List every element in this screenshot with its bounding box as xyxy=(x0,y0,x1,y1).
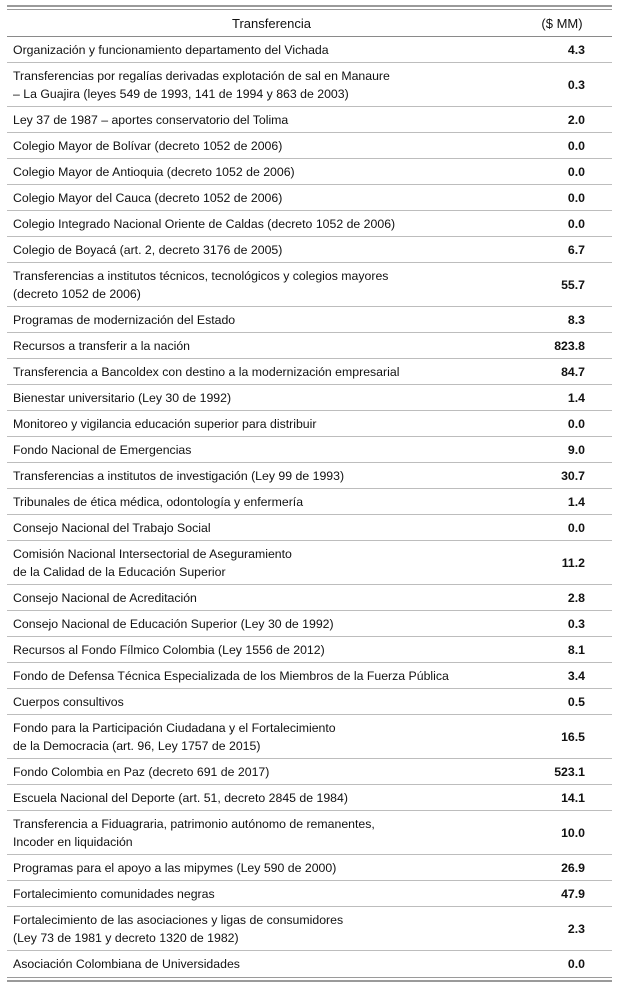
row-name: Transferencia a Fiduagraria, patrimonio autónomo de remanentes, Incoder en liquidación xyxy=(13,816,375,849)
row-value: 823.8 xyxy=(554,338,585,353)
row-name: Fondo Nacional de Emergencias xyxy=(13,442,192,457)
row-name: Consejo Nacional de Educación Superior (Ley 30 de 1992) xyxy=(13,616,334,631)
row-name: Programas de modernización del Estado xyxy=(13,312,236,327)
table-row xyxy=(7,881,612,907)
row-name: Ley 37 de 1987 – aportes conservatorio del Tolima xyxy=(13,112,289,127)
row-name: Colegio de Boyacá (art. 2, decreto 3176 de 2005) xyxy=(13,242,283,257)
table-row xyxy=(7,307,612,333)
row-name: Comisión Nacional Intersectorial de Aseguramiento de la Calidad de la Educación Superior xyxy=(13,546,292,579)
row-name: Colegio Integrado Nacional Oriente de Caldas (decreto 1052 de 2006) xyxy=(13,216,396,231)
bottom-rule-second xyxy=(7,980,612,982)
row-name: Transferencias por regalías derivadas explotación de sal en Manaure – La Guajira (leyes 549 de 1993, 141 de 1994 y 863 de 2003) xyxy=(13,68,390,101)
row-name: Bienestar universitario (Ley 30 de 1992) xyxy=(13,390,232,405)
row-value: 10.0 xyxy=(561,825,585,840)
table-row xyxy=(7,333,612,359)
row-value: 14.1 xyxy=(561,790,585,805)
table-body xyxy=(7,37,612,977)
table-row xyxy=(7,515,612,541)
table-row xyxy=(7,463,612,489)
table-row xyxy=(7,263,612,307)
row-name: Monitoreo y vigilancia educación superior para distribuir xyxy=(13,416,317,431)
table-row xyxy=(7,107,612,133)
row-name: Fondo para la Participación Ciudadana y el Fortalecimiento de la Democracia (art. 96, Ley 1757 de 2015) xyxy=(13,720,336,753)
table-row xyxy=(7,785,612,811)
table-row xyxy=(7,907,612,951)
table-row xyxy=(7,663,612,689)
row-value: 26.9 xyxy=(561,860,585,875)
row-value: 4.3 xyxy=(567,42,585,57)
row-value: 0.3 xyxy=(567,616,585,631)
row-value: 0.5 xyxy=(567,694,585,709)
row-value: 523.1 xyxy=(554,764,585,779)
row-name: Tribunales de ética médica, odontología y enfermería xyxy=(13,494,304,509)
row-value: 0.3 xyxy=(567,77,585,92)
table-row xyxy=(7,237,612,263)
row-value: 84.7 xyxy=(561,364,585,379)
row-name: Recursos a transferir a la nación xyxy=(13,338,191,353)
row-name: Consejo Nacional del Trabajo Social xyxy=(13,520,211,535)
table-row xyxy=(7,37,612,63)
row-value: 2.8 xyxy=(567,590,585,605)
table-row xyxy=(7,385,612,411)
row-value: 8.3 xyxy=(567,312,585,327)
table-row xyxy=(7,63,612,107)
table-row xyxy=(7,541,612,585)
row-value: 30.7 xyxy=(561,468,585,483)
row-value: 1.4 xyxy=(567,390,585,405)
row-name: Transferencias a institutos técnicos, tecnológicos y colegios mayores (decreto 1052 de 2006) xyxy=(13,268,389,301)
row-name: Colegio Mayor del Cauca (decreto 1052 de 2006) xyxy=(13,190,283,205)
row-value: 8.1 xyxy=(567,642,585,657)
transfer-table xyxy=(7,5,612,982)
row-value: 1.4 xyxy=(567,494,585,509)
row-value: 16.5 xyxy=(561,729,585,744)
row-value: 0.0 xyxy=(567,138,585,153)
row-name: Fondo de Defensa Técnica Especializada de los Miembros de la Fuerza Pública xyxy=(13,668,449,683)
table-row xyxy=(7,437,612,463)
row-value: 2.0 xyxy=(567,112,585,127)
row-value: 47.9 xyxy=(561,886,585,901)
row-value: 11.2 xyxy=(561,555,585,570)
table-row xyxy=(7,637,612,663)
header-transferencia: Transferencia xyxy=(232,15,311,31)
table-row xyxy=(7,133,612,159)
table-row xyxy=(7,811,612,855)
table-row xyxy=(7,411,612,437)
row-value: 0.0 xyxy=(567,520,585,535)
row-value: 55.7 xyxy=(561,277,585,292)
row-value: 0.0 xyxy=(567,957,585,971)
table-row xyxy=(7,159,612,185)
table-row xyxy=(7,585,612,611)
row-name: Fondo Colombia en Paz (decreto 691 de 2017) xyxy=(13,764,270,779)
row-name: Asociación Colombiana de Universidades xyxy=(13,957,240,971)
row-name: Escuela Nacional del Deporte (art. 51, decreto 2845 de 1984) xyxy=(13,790,348,805)
table-header xyxy=(7,10,612,36)
row-name: Programas para el apoyo a las mipymes (Ley 590 de 2000) xyxy=(13,860,337,875)
row-value: 2.3 xyxy=(567,921,585,936)
row-value: 3.4 xyxy=(567,668,585,683)
table-row xyxy=(7,689,612,715)
row-name: Cuerpos consultivos xyxy=(13,694,124,709)
row-name: Fortalecimiento de las asociaciones y ligas de consumidores (Ley 73 de 1981 y decreto 1320 de 1982) xyxy=(13,912,344,945)
row-value: 0.0 xyxy=(567,416,585,431)
table-row xyxy=(7,951,612,977)
row-name: Organización y funcionamiento departamento del Vichada xyxy=(13,42,329,57)
row-name: Recursos al Fondo Fílmico Colombia (Ley 1556 de 2012) xyxy=(13,642,325,657)
row-value: 0.0 xyxy=(567,216,585,231)
table-row xyxy=(7,759,612,785)
table-row xyxy=(7,611,612,637)
row-name: Colegio Mayor de Bolívar (decreto 1052 de 2006) xyxy=(13,138,283,153)
table-row xyxy=(7,489,612,515)
table-row xyxy=(7,359,612,385)
row-name: Transferencias a institutos de investigación (Ley 99 de 1993) xyxy=(13,468,345,483)
table-row xyxy=(7,185,612,211)
row-name: Consejo Nacional de Acreditación xyxy=(13,590,197,605)
row-name: Transferencia a Bancoldex con destino a la modernización empresarial xyxy=(13,364,400,379)
row-value: 9.0 xyxy=(567,442,585,457)
header-amount: ($ MM) xyxy=(541,15,583,31)
table-row xyxy=(7,855,612,881)
row-name: Colegio Mayor de Antioquia (decreto 1052 de 2006) xyxy=(13,164,295,179)
table-row xyxy=(7,211,612,237)
row-name: Fortalecimiento comunidades negras xyxy=(13,886,215,901)
row-value: 0.0 xyxy=(567,164,585,179)
table-row xyxy=(7,715,612,759)
row-value: 6.7 xyxy=(567,242,585,257)
row-value: 0.0 xyxy=(567,190,585,205)
